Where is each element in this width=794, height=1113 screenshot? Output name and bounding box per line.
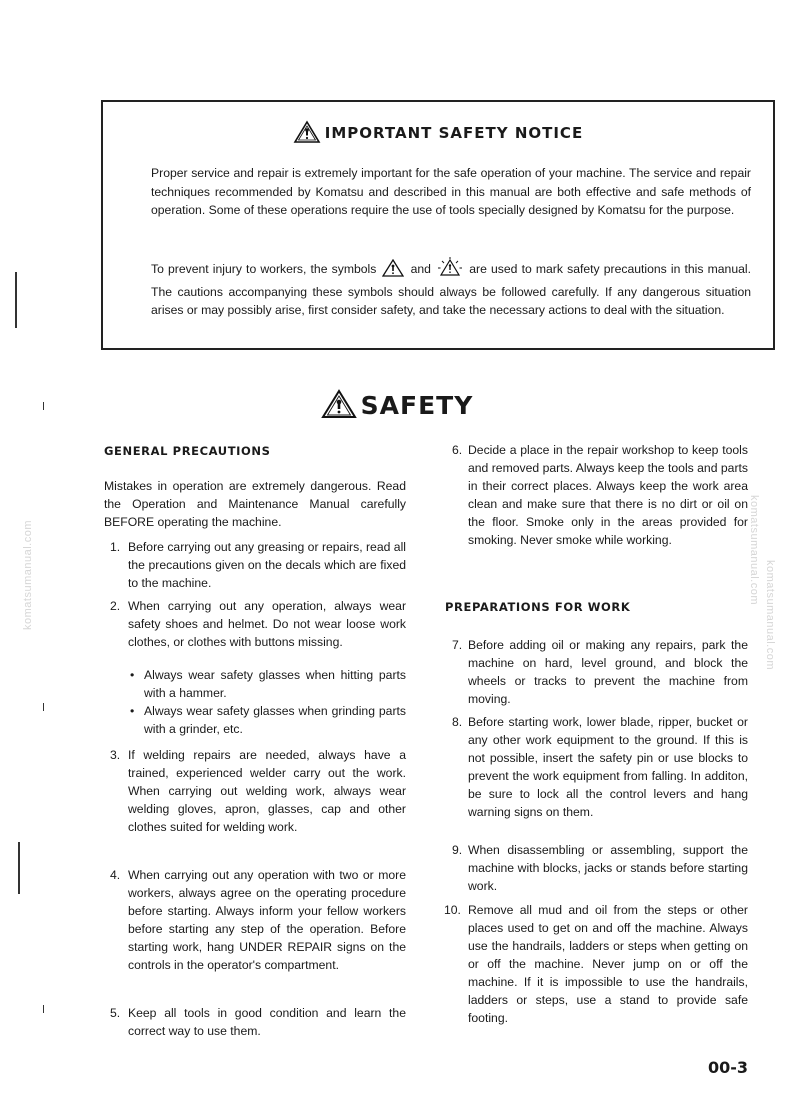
- watermark-left: komatsumanual.com: [22, 520, 34, 630]
- bullet-icon: •: [130, 668, 135, 682]
- list-item: [110, 538, 406, 592]
- notice-p2-before: To prevent injury to workers, the symbols: [151, 262, 377, 276]
- notice-p2-and: and: [410, 262, 431, 276]
- bullet-icon: •: [130, 704, 135, 718]
- list-item-number: 4.: [110, 868, 121, 882]
- list-item-number: 2.: [110, 599, 121, 613]
- list-item: [110, 746, 406, 836]
- list-item: [130, 702, 406, 738]
- list-item-number: 9.: [452, 843, 463, 857]
- scan-mark: [15, 272, 17, 328]
- list-item-number: 6.: [452, 443, 463, 457]
- warning-triangle-icon: [382, 259, 404, 283]
- list-item-number: 7.: [452, 638, 463, 652]
- list-item-text: If welding repairs are needed, always have a trained, experienced welder carry out the work. When carrying out welding work, always wear welding gloves, apron, glasses, cap and other clothes suited for welding work.: [128, 748, 406, 834]
- safety-heading: [0, 389, 794, 425]
- list-item-text: Remove all mud and oil from the steps or other places used to get on and off the machine. Always use the handrails, ladders or steps when getting on or off the machine. Never jump on or off the machine. If it is impossible to use the handrails, ladders or steps, use a stand to provide safe footing.: [468, 903, 748, 1025]
- watermark-right: komatsumanual.com: [748, 495, 760, 605]
- list-item-text: Keep all tools in good condition and learn the correct way to use them.: [128, 1006, 406, 1038]
- list-item: [452, 636, 748, 708]
- list-item-text: Decide a place in the repair workshop to keep tools and removed parts. Always keep the tools and parts in their correct places. Always keep the work area clean and make sure that there is no dirt or oil on the floor. Smoke only in the areas provided for smoking. Never smoke while working.: [468, 443, 748, 547]
- safety-notice-box: [101, 100, 775, 350]
- warning-triangle-icon: [321, 389, 357, 425]
- page-number: 00-3: [707, 1058, 748, 1077]
- list-item-text: Before starting work, lower blade, ripper, bucket or any other work equipment to the ground. If this is not possible, insert the safety pin or use blocks to prevent the work equipment from falling. In additon, be sure to lock all the control levers and hang warning signs on them.: [468, 715, 748, 819]
- list-item: [110, 866, 406, 974]
- notice-p2-after: are used to mark safety precautions in this manual. The cautions accompanying these symbols should always be followed carefully. If any dangerous situation arises or may possibly arise, first consider safety, and take the necessary actions to deal with the situation.: [151, 262, 751, 317]
- scan-mark: [43, 703, 44, 711]
- notice-paragraph-2: [151, 257, 751, 320]
- list-item-text: When disassembling or assembling, support the machine with blocks, jacks or stands before starting work.: [468, 843, 748, 893]
- bullet-text: Always wear safety glasses when hitting parts with a hammer.: [144, 668, 406, 700]
- list-item-text: When carrying out any operation, always wear safety shoes and helmet. Do not wear loose work clothes, or clothes with buttons missing.: [128, 599, 406, 649]
- general-intro: Mistakes in operation are extremely dangerous. Read the Operation and Maintenance Manual carefully BEFORE operating the machine.: [104, 479, 406, 529]
- warning-triangle-icon: [293, 120, 321, 148]
- scan-mark: [43, 1005, 44, 1013]
- bullet-text: Always wear safety glasses when grinding parts with a grinder, etc.: [144, 704, 406, 736]
- list-item: [452, 441, 748, 549]
- list-item: [452, 841, 748, 895]
- list-item-number: 10.: [444, 903, 461, 917]
- watermark-right: komatsumanual.com: [764, 560, 776, 670]
- safety-heading-text: SAFETY: [360, 391, 474, 420]
- list-item: [452, 713, 748, 821]
- list-item: [110, 597, 406, 651]
- general-precautions-heading: GENERAL PRECAUTIONS: [104, 444, 271, 458]
- list-item-text: When carrying out any operation with two or more workers, always agree on the operating procedure before starting. Always inform your fellow workers before starting any step of the operation. Before starting work, hang UNDER REPAIR signs on the controls in the operator's compartment.: [128, 868, 406, 972]
- list-item-number: 5.: [110, 1006, 121, 1020]
- notice-title: [103, 120, 773, 148]
- preparations-heading: PREPARATIONS FOR WORK: [445, 600, 631, 614]
- list-item-number: 3.: [110, 748, 121, 762]
- notice-title-text: IMPORTANT SAFETY NOTICE: [324, 124, 584, 142]
- list-item-text: Before adding oil or making any repairs, park the machine on hard, level ground, and block the wheels or tracks to prevent the machine from moving.: [468, 638, 748, 706]
- caution-burst-icon: [437, 257, 463, 283]
- list-item: [130, 666, 406, 702]
- list-item-text: Before carrying out any greasing or repairs, read all the precautions given on the decals which are fixed to the machine.: [128, 540, 406, 590]
- list-item: [110, 1004, 406, 1040]
- list-item-number: 8.: [452, 715, 463, 729]
- list-item-number: 1.: [110, 540, 121, 554]
- list-item: [444, 901, 748, 1027]
- scan-mark: [18, 842, 20, 894]
- notice-paragraph-1: Proper service and repair is extremely important for the safe operation of your machine. The service and repair techniques recommended by Komatsu and described in this manual are both effective and safe methods of operation. Some of these operations require the use of tools specially designed by Komatsu for the purpose.: [151, 166, 751, 217]
